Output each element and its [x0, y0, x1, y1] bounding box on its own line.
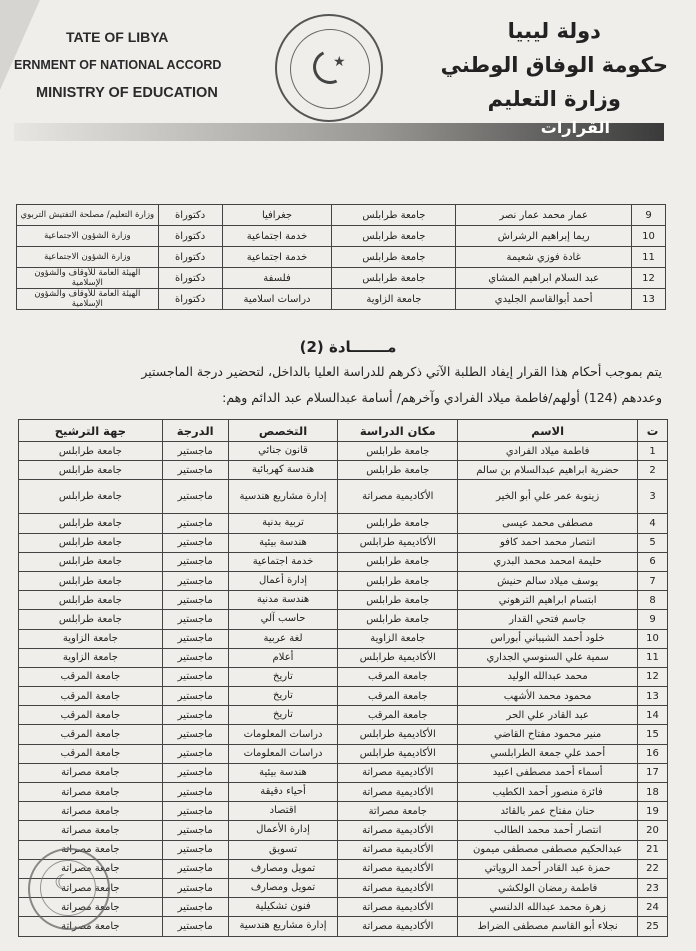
table-row: [19, 667, 668, 686]
cell-spec: قانون جنائي: [228, 442, 338, 461]
table-row: [19, 442, 668, 461]
table-row: [19, 610, 668, 629]
cell-nominator: وزارة التعليم/ مصلحة التفتيش التربوي: [17, 205, 159, 226]
cell-place: جامعة الزاوية: [338, 629, 458, 648]
cell-n: 18: [638, 783, 668, 802]
cell-place: الأكاديمية مصراتة: [338, 878, 458, 897]
cell-spec: تاريخ: [228, 667, 338, 686]
decisions-banner: [14, 118, 664, 141]
cell-name: عبد السلام ابراهيم المشاي: [456, 268, 632, 289]
cell-degree: ماجستير: [162, 840, 228, 859]
cell-n: 13: [638, 687, 668, 706]
table-header-row: [19, 420, 668, 442]
cell-degree: ماجستير: [162, 629, 228, 648]
cell-nominator: جامعة المرقب: [19, 687, 163, 706]
cell-name: مصطفى محمد عيسى: [458, 514, 638, 533]
masters-table: [18, 419, 668, 937]
cell-place: جامعة طرابلس: [338, 552, 458, 571]
cell-n: 21: [638, 840, 668, 859]
cell-name: حضرية ابراهيم عبدالسلام بن سالم: [458, 461, 638, 480]
cell-spec: هندسة كهربائية: [228, 461, 338, 480]
table-row: [19, 571, 668, 590]
cell-name: عبدالحكيم مصطفى مصطفى ميمون: [458, 840, 638, 859]
cell-n: 22: [638, 859, 668, 878]
col-header-number: ت: [638, 420, 668, 442]
cell-nominator: جامعة المرقب: [19, 725, 163, 744]
cell-place: جامعة طرابلس: [332, 268, 456, 289]
cell-n: 2: [638, 461, 668, 480]
cell-n: 9: [632, 205, 666, 226]
cell-degree: ماجستير: [162, 480, 228, 514]
cell-n: 5: [638, 533, 668, 552]
cell-nominator: جامعة طرابلس: [19, 461, 163, 480]
cell-spec: تمويل ومصارف: [228, 859, 338, 878]
col-header-place: مكان الدراسة: [338, 420, 458, 442]
cell-degree: ماجستير: [162, 610, 228, 629]
cell-nominator: جامعة مصراتة: [19, 821, 163, 840]
col-header-degree: الدرجة: [162, 420, 228, 442]
cell-degree: دكتوراة: [158, 289, 222, 310]
cell-place: جامعة طرابلس: [332, 205, 456, 226]
article-text-1: يتم بموجب أحكام هذا القرار إيفاد الطلبة الآتي ذكرهم للدراسة العليا بالداخل، لتحضير درجة الماجستير: [141, 364, 662, 379]
cell-nominator: جامعة مصراتة: [19, 878, 163, 897]
cell-name: فاطمة رمضان الولكشي: [458, 878, 638, 897]
cell-place: الأكاديمية مصراتة: [338, 821, 458, 840]
cell-name: فاطمة ميلاد الفرادي: [458, 442, 638, 461]
doctorate-table: [16, 204, 666, 310]
cell-n: 4: [638, 514, 668, 533]
cell-nominator: جامعة طرابلس: [19, 514, 163, 533]
table-row: [19, 514, 668, 533]
cell-n: 25: [638, 917, 668, 936]
cell-degree: ماجستير: [162, 859, 228, 878]
table-row: [19, 898, 668, 917]
cell-nominator: جامعة مصراتة: [19, 917, 163, 936]
cell-nominator: جامعة الزاوية: [19, 648, 163, 667]
cell-spec: خدمة اجتماعية: [228, 552, 338, 571]
table-row: [19, 648, 668, 667]
cell-nominator: جامعة طرابلس: [19, 591, 163, 610]
cell-spec: حاسب آلي: [228, 610, 338, 629]
cell-spec: تربية بدنية: [228, 514, 338, 533]
cell-name: حليمة امحمد محمد البدري: [458, 552, 638, 571]
cell-name: ابتسام ابراهيم الترهوني: [458, 591, 638, 610]
cell-degree: ماجستير: [162, 461, 228, 480]
cell-degree: ماجستير: [162, 571, 228, 590]
cell-name: أحمد علي جمعة الطرابلسي: [458, 744, 638, 763]
cell-n: 12: [632, 268, 666, 289]
table-row: [19, 840, 668, 859]
cell-spec: تاريخ: [228, 687, 338, 706]
cell-n: 8: [638, 591, 668, 610]
cell-place: جامعة طرابلس: [338, 571, 458, 590]
cell-name: نجلاء أبو القاسم مصطفى الضراط: [458, 917, 638, 936]
cell-place: جامعة المرقب: [338, 706, 458, 725]
header-ministry-ar: وزارة التعليم: [487, 87, 621, 111]
cell-degree: ماجستير: [162, 591, 228, 610]
table-row: [19, 591, 668, 610]
header-ministry: MINISTRY OF EDUCATION: [36, 85, 218, 101]
cell-n: 15: [638, 725, 668, 744]
cell-place: الأكاديمية مصراتة: [338, 763, 458, 782]
cell-spec: هندسة بيئية: [228, 763, 338, 782]
cell-spec: تاريخ: [228, 706, 338, 725]
cell-place: جامعة الزاوية: [332, 289, 456, 310]
table-row: [19, 533, 668, 552]
cell-name: انتصار أحمد محمد الطالب: [458, 821, 638, 840]
table-row: [17, 289, 666, 310]
cell-degree: ماجستير: [162, 667, 228, 686]
table-row: [19, 763, 668, 782]
cell-name: فائزة منصور أحمد الكطيب: [458, 783, 638, 802]
table-row: [19, 629, 668, 648]
table-row: [19, 480, 668, 514]
cell-n: 13: [632, 289, 666, 310]
cell-spec: إدارة أعمال: [228, 571, 338, 590]
cell-nominator: جامعة المرقب: [19, 706, 163, 725]
cell-n: 3: [638, 480, 668, 514]
cell-nominator: جامعة مصراتة: [19, 840, 163, 859]
cell-degree: دكتوراة: [158, 205, 222, 226]
table-row: [17, 205, 666, 226]
cell-spec: هندسة بيئية: [228, 533, 338, 552]
cell-spec: تسويق: [228, 840, 338, 859]
state-seal-icon: ★: [275, 14, 383, 122]
cell-place: جامعة طرابلس: [338, 610, 458, 629]
cell-n: 20: [638, 821, 668, 840]
cell-nominator: وزارة الشؤون الاجتماعية: [17, 226, 159, 247]
cell-n: 1: [638, 442, 668, 461]
table-row: [19, 821, 668, 840]
cell-place: جامعة طرابلس: [338, 591, 458, 610]
cell-spec: هندسة مدنية: [228, 591, 338, 610]
cell-name: حمزة عبد القادر أحمد الروياتي: [458, 859, 638, 878]
cell-degree: ماجستير: [162, 783, 228, 802]
cell-place: جامعة المرقب: [338, 687, 458, 706]
cell-name: انتصار محمد احمد كافو: [458, 533, 638, 552]
cell-n: 16: [638, 744, 668, 763]
cell-degree: ماجستير: [162, 744, 228, 763]
cell-degree: ماجستير: [162, 706, 228, 725]
cell-n: 11: [632, 247, 666, 268]
cell-n: 9: [638, 610, 668, 629]
cell-spec: اقتصاد: [228, 802, 338, 821]
cell-nominator: الهيئة العامة للأوقاف والشؤون الإسلامية: [17, 289, 159, 310]
table-row: [17, 247, 666, 268]
article-title: مـــــــادة (2): [299, 338, 397, 356]
cell-n: 10: [638, 629, 668, 648]
col-header-spec: التخصص: [228, 420, 338, 442]
table-row: [19, 552, 668, 571]
cell-nominator: جامعة طرابلس: [19, 480, 163, 514]
cell-degree: ماجستير: [162, 725, 228, 744]
cell-spec: دراسات المعلومات: [228, 725, 338, 744]
cell-nominator: جامعة مصراتة: [19, 783, 163, 802]
header-government-ar: حكومة الوفاق الوطني: [440, 53, 668, 77]
official-stamp-icon: ☾: [28, 848, 110, 930]
header-state: TATE OF LIBYA: [66, 29, 169, 45]
cell-degree: ماجستير: [162, 898, 228, 917]
cell-place: الأكاديمية مصراتة: [338, 840, 458, 859]
article-text-2: وعددهم (124) أولهم/فاطمة ميلاد الفرادي وآخرهم/ أسامة عبدالسلام عبد الدائم وهم:: [222, 390, 662, 405]
cell-place: جامعة المرقب: [338, 667, 458, 686]
col-header-nominator: جهة الترشيح: [19, 420, 163, 442]
cell-place: الأكاديمية طرابلس: [338, 533, 458, 552]
cell-name: زهرة محمد عبدالله الدلنسي: [458, 898, 638, 917]
cell-nominator: جامعة طرابلس: [19, 442, 163, 461]
cell-name: ريما إبراهيم الرشراش: [456, 226, 632, 247]
table-row: [17, 268, 666, 289]
cell-name: محمود محمد الأشهب: [458, 687, 638, 706]
banner-title: القرارات: [540, 118, 610, 137]
cell-nominator: جامعة مصراتة: [19, 898, 163, 917]
cell-place: الأكاديمية مصراتة: [338, 480, 458, 514]
cell-nominator: وزارة الشؤون الاجتماعية: [17, 247, 159, 268]
cell-place: جامعة مصراتة: [338, 802, 458, 821]
cell-name: محمد عبدالله الوليد: [458, 667, 638, 686]
arabic-header: [441, 14, 668, 116]
cell-nominator: جامعة طرابلس: [19, 533, 163, 552]
cell-name: أحمد أبوالقاسم الجليدي: [456, 289, 632, 310]
cell-place: جامعة طرابلس: [332, 247, 456, 268]
cell-nominator: جامعة المرقب: [19, 744, 163, 763]
cell-spec: لغة عربية: [228, 629, 338, 648]
table-row: [19, 878, 668, 897]
cell-name: غادة فوزي شعيمة: [456, 247, 632, 268]
cell-place: الأكاديمية مصراتة: [338, 898, 458, 917]
cell-name: منير محمود مفتاح القاضي: [458, 725, 638, 744]
cell-spec: إدارة مشاريع هندسية: [228, 917, 338, 936]
cell-nominator: جامعة الزاوية: [19, 629, 163, 648]
cell-spec: أعلام: [228, 648, 338, 667]
cell-degree: ماجستير: [162, 514, 228, 533]
cell-degree: ماجستير: [162, 533, 228, 552]
table-row: [19, 725, 668, 744]
cell-spec: خدمة اجتماعية: [222, 226, 332, 247]
cell-degree: دكتوراة: [158, 268, 222, 289]
cell-name: عمار محمد عمار نصر: [456, 205, 632, 226]
header-state-ar: دولة ليبيا: [507, 19, 601, 43]
cell-degree: ماجستير: [162, 648, 228, 667]
cell-nominator: جامعة المرقب: [19, 667, 163, 686]
cell-name: زينوبة عمر علي أبو الخير: [458, 480, 638, 514]
cell-place: جامعة طرابلس: [332, 226, 456, 247]
cell-name: جاسم فتحي القدار: [458, 610, 638, 629]
cell-name: عبد القادر علي الحر: [458, 706, 638, 725]
cell-nominator: جامعة طرابلس: [19, 610, 163, 629]
cell-degree: ماجستير: [162, 763, 228, 782]
cell-n: 7: [638, 571, 668, 590]
cell-nominator: جامعة طرابلس: [19, 571, 163, 590]
table-row: [19, 461, 668, 480]
cell-n: 6: [638, 552, 668, 571]
cell-degree: دكتوراة: [158, 226, 222, 247]
cell-degree: ماجستير: [162, 552, 228, 571]
header-government: ERNMENT OF NATIONAL ACCORD: [14, 58, 222, 72]
cell-name: أسماء أحمد مصطفى اعبيد: [458, 763, 638, 782]
table-row: [19, 859, 668, 878]
cell-spec: أحياء دقيقة: [228, 783, 338, 802]
cell-degree: ماجستير: [162, 442, 228, 461]
cell-degree: ماجستير: [162, 917, 228, 936]
cell-name: خلود أحمد الشيباني أبوراس: [458, 629, 638, 648]
cell-place: جامعة طرابلس: [338, 514, 458, 533]
cell-place: الأكاديمية مصراتة: [338, 917, 458, 936]
cell-spec: فلسفة: [222, 268, 332, 289]
col-header-name: الاسم: [458, 420, 638, 442]
english-header: [14, 26, 221, 110]
table-row: [19, 802, 668, 821]
cell-degree: ماجستير: [162, 878, 228, 897]
cell-nominator: جامعة مصراتة: [19, 763, 163, 782]
cell-n: 23: [638, 878, 668, 897]
cell-place: الأكاديمية طرابلس: [338, 744, 458, 763]
cell-spec: دراسات المعلومات: [228, 744, 338, 763]
cell-n: 10: [632, 226, 666, 247]
cell-spec: تمويل ومصارف: [228, 878, 338, 897]
cell-degree: ماجستير: [162, 821, 228, 840]
cell-n: 14: [638, 706, 668, 725]
cell-n: 12: [638, 667, 668, 686]
cell-name: حنان مفتاح عمر بالقائد: [458, 802, 638, 821]
cell-nominator: جامعة مصراتة: [19, 802, 163, 821]
cell-spec: إدارة الأعمال: [228, 821, 338, 840]
cell-nominator: جامعة طرابلس: [19, 552, 163, 571]
cell-spec: خدمة اجتماعية: [222, 247, 332, 268]
cell-nominator: جامعة مصراتة: [19, 859, 163, 878]
table-row: [19, 706, 668, 725]
cell-degree: ماجستير: [162, 802, 228, 821]
table-row: [19, 744, 668, 763]
cell-place: الأكاديمية مصراتة: [338, 783, 458, 802]
table-row: [19, 783, 668, 802]
cell-nominator: الهيئة العامة للأوقاف والشؤون الإسلامية: [17, 268, 159, 289]
cell-degree: دكتوراة: [158, 247, 222, 268]
table-row: [19, 917, 668, 936]
cell-place: الأكاديمية طرابلس: [338, 648, 458, 667]
cell-n: 24: [638, 898, 668, 917]
cell-spec: فنون تشكيلية: [228, 898, 338, 917]
cell-degree: ماجستير: [162, 687, 228, 706]
cell-name: يوسف ميلاد سالم حنيش: [458, 571, 638, 590]
table-row: [19, 687, 668, 706]
cell-spec: جغرافيا: [222, 205, 332, 226]
cell-spec: دراسات اسلامية: [222, 289, 332, 310]
cell-n: 11: [638, 648, 668, 667]
table-row: [17, 226, 666, 247]
cell-place: جامعة طرابلس: [338, 442, 458, 461]
cell-place: جامعة طرابلس: [338, 461, 458, 480]
cell-n: 17: [638, 763, 668, 782]
cell-name: سمية علي السنوسي الجداري: [458, 648, 638, 667]
cell-spec: إدارة مشاريع هندسية: [228, 480, 338, 514]
cell-place: الأكاديمية طرابلس: [338, 725, 458, 744]
cell-place: الأكاديمية مصراتة: [338, 859, 458, 878]
cell-n: 19: [638, 802, 668, 821]
